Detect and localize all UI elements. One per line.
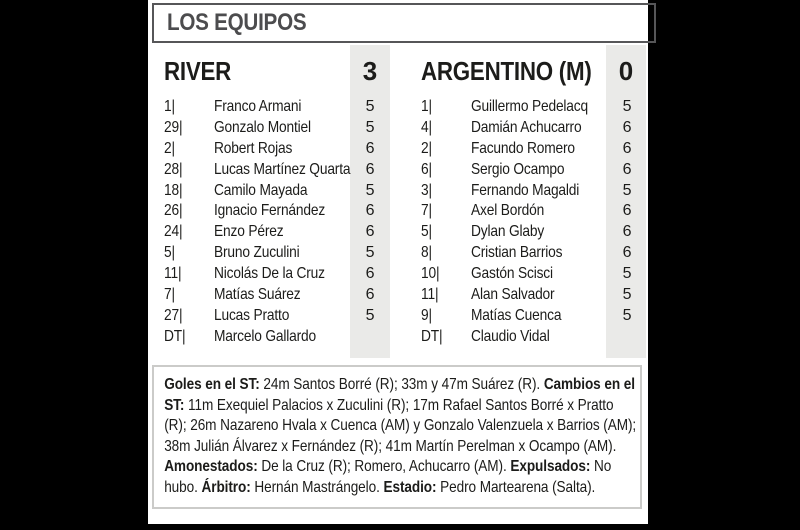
player-name: Franco Armani [214,98,302,115]
player-number: 10| [421,265,440,283]
summary-label: Estadio: [383,478,441,496]
player-row [164,243,394,264]
player-rating: 5 [365,98,375,115]
player-rating: 5 [622,286,632,304]
player-name: Matías Cuenca [471,306,562,324]
player-number: 18| [164,181,183,199]
player-row [421,285,651,306]
team-name-river [164,56,242,87]
player-rating: 5 [622,98,632,115]
player-row [164,160,394,181]
summary-label: Árbitro: [201,478,255,496]
player-row [164,306,394,327]
player-name: Ignacio Fernández [214,202,326,220]
player-number: 6| [421,160,432,178]
player-row [164,327,394,348]
player-number: 5| [164,244,175,262]
player-number: 4| [421,118,432,136]
player-number: 29| [164,118,183,136]
player-name: Cristian Barrios [471,244,563,262]
summary-value: 11m Exequiel Palacios x Zuculini (R); 17m Rafael Santos Borré x Pratto (R); 26m Nazareno Hvala x Cuenca (AM) y Gonzalo Valenzuela x Barrios (AM); 38m Julián Álvarez x Fernández (R); 41m Martín Perelman x Ocampo (AM). [164,396,637,455]
player-name: Lucas Martínez Quarta [214,160,351,178]
summary-value: 24m Santos Borré (R); 33m y 47m Suárez (R). [263,376,544,393]
player-number: 11| [164,265,182,283]
player-rating: 6 [622,223,632,241]
player-row [164,264,394,285]
match-summary-text [154,367,637,498]
player-row [421,264,651,285]
player-row [164,285,394,306]
player-rating: 6 [365,265,375,283]
player-row [421,222,651,243]
summary-label: Amonestados: [164,458,262,475]
player-name: Gonzalo Montiel [214,118,311,136]
player-row [421,160,651,181]
player-rating: 5 [622,181,632,199]
player-name: Lucas Pratto [214,306,290,324]
team-name-argentino [421,56,619,87]
player-rating: 5 [365,244,375,262]
player-name: Alan Salvador [471,286,555,304]
player-row [164,222,394,243]
player-row [421,306,651,327]
player-number: 27| [164,306,183,324]
player-name: Gastón Scisci [471,265,553,283]
player-name: Bruno Zuculini [214,244,300,262]
player-number: 8| [421,244,432,262]
player-name: Guillermo Pedelacq [471,98,588,115]
player-name: Nicolás De la Cruz [214,265,325,283]
player-number: 1| [421,98,432,115]
player-row [164,118,394,139]
team-name-river-label: RIVER [164,56,232,86]
player-name: Facundo Romero [471,139,575,157]
player-rating: 5 [365,306,375,324]
player-number: 5| [421,223,432,241]
summary-label: Goles en el ST: [164,376,264,393]
player-number: 1| [164,98,175,115]
player-number: 11| [421,286,439,304]
player-name: Axel Bordón [471,202,545,220]
player-rating: 5 [622,306,632,324]
player-row [164,181,394,202]
page-title: LOS EQUIPOS [167,9,307,36]
roster-river [164,97,394,348]
player-name: Damián Achucarro [471,118,582,136]
player-name: Robert Rojas [214,139,293,157]
summary-label: Expulsados: [510,458,594,475]
player-row [164,97,394,118]
player-number: DT| [164,327,186,345]
player-row [421,181,651,202]
player-rating: 5 [365,181,375,199]
player-row [421,139,651,160]
player-name: Dylan Glaby [471,223,545,241]
player-number: 2| [164,139,175,157]
player-rating: 6 [622,160,632,178]
player-name: Marcelo Gallardo [214,327,317,345]
player-rating: 5 [365,118,375,136]
player-row [421,97,651,118]
player-rating: 6 [365,139,375,157]
player-number: 28| [164,160,183,178]
player-name: Enzo Pérez [214,223,284,241]
player-row [164,201,394,222]
player-number: 9| [421,306,432,324]
player-row [421,243,651,264]
player-rating: 6 [365,286,375,304]
summary-value: No hubo. [164,458,612,496]
player-number: 7| [164,286,175,304]
roster-argentino [421,97,651,348]
team-score-river: 3 [362,56,378,86]
player-rating: 6 [365,202,375,220]
player-name: Fernando Magaldi [471,181,580,199]
player-row [421,201,651,222]
player-row [421,118,651,139]
player-row [421,327,651,348]
player-number: DT| [421,327,443,345]
player-rating: 6 [622,118,632,136]
summary-value: Hernán Mastrángelo. [254,478,384,496]
team-score-argentino: 0 [618,56,634,86]
team-name-argentino-label: ARGENTINO (M) [421,56,592,86]
content-panel [148,0,648,524]
title-box [152,3,656,43]
player-number: 2| [421,139,432,157]
player-rating: 5 [622,265,632,283]
player-name: Matías Suárez [214,286,301,304]
player-name: Camilo Mayada [214,181,308,199]
player-rating: 6 [622,139,632,157]
summary-value: De la Cruz (R); Romero, Achucarro (AM). [261,458,511,475]
player-number: 7| [421,202,432,220]
player-row [164,139,394,160]
player-name: Claudio Vidal [471,327,550,345]
player-number: 3| [421,181,432,199]
summary-value: Pedro Martearena (Salta). [440,478,596,496]
player-number: 24| [164,223,183,241]
player-rating: 6 [622,202,632,220]
player-rating: 6 [365,223,375,241]
player-rating: 6 [365,160,375,178]
match-summary-box [152,365,642,509]
player-number: 26| [164,202,183,220]
player-rating: 6 [622,244,632,262]
summary-label: Cambios en el ST: [164,376,635,414]
player-name: Sergio Ocampo [471,160,565,178]
